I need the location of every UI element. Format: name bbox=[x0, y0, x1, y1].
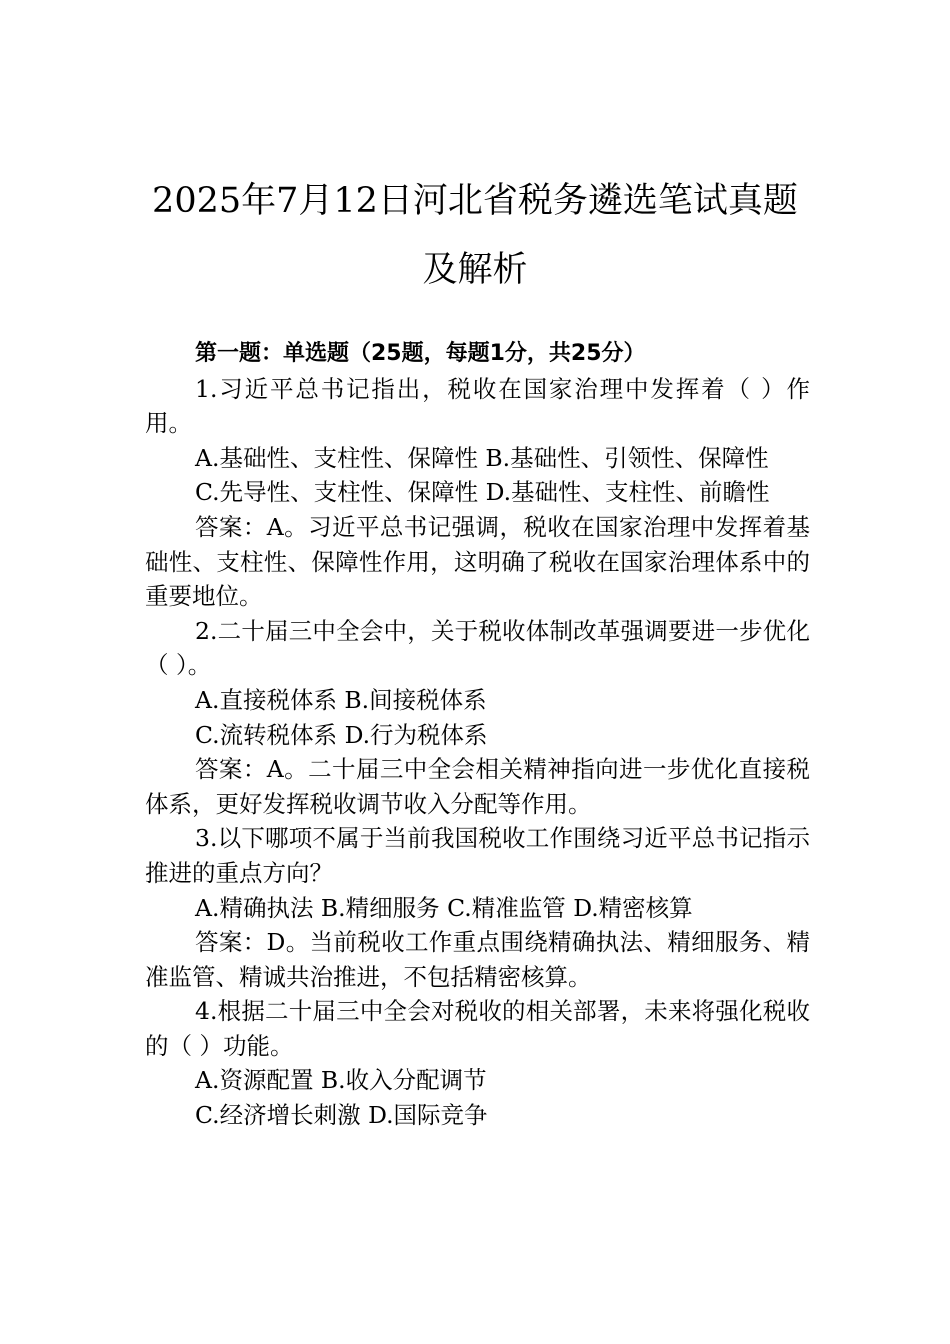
question-4-stem: 4.根据二十届三中全会对税收的相关部署，未来将强化税收的（ ）功能。 bbox=[145, 997, 810, 1060]
question-2-options-cd: C.流转税体系 D.行为税体系 bbox=[195, 720, 488, 749]
question-3-stem: 3.以下哪项不属于当前我国税收工作围绕习近平总书记指示推进的重点方向？ bbox=[145, 824, 810, 887]
document-title-line-2: 及解析 bbox=[422, 250, 528, 290]
document-body bbox=[145, 337, 810, 1133]
question-2-stem: 2.二十届三中全会中，关于税收体制改革强调要进一步优化（ ）。 bbox=[145, 616, 810, 680]
question-2-options-ab: A.直接税体系 B.间接税体系 bbox=[195, 685, 487, 714]
question-1-answer: 答案：A。习近平总书记强调，税收在国家治理中发挥着基础性、支柱性、保障性作用，这明确了税收在国家治理体系中的重要地位。 bbox=[145, 512, 810, 611]
question-4-options-ab: A.资源配置 B.收入分配调节 bbox=[195, 1066, 487, 1095]
question-3-options: A.精确执法 B.精细服务 C.精准监管 D.精密核算 bbox=[195, 893, 693, 922]
question-3-answer: 答案：D。当前税收工作重点围绕精确执法、精细服务、精准监管、精诚共治推进，不包括精密核算。 bbox=[145, 928, 810, 991]
question-1-stem: 1.习近平总书记指出，税收在国家治理中发挥着（ ）作用。 bbox=[145, 374, 810, 438]
question-2-answer: 答案：A。二十届三中全会相关精神指向进一步优化直接税体系，更好发挥税收调节收入分配等作用。 bbox=[145, 755, 810, 818]
section-heading: 第一题：单选题（25题，每题1分，共25分） bbox=[195, 341, 646, 366]
question-1-options-ab: A.基础性、支柱性、保障性 B.基础性、引领性、保障性 bbox=[195, 443, 769, 472]
document-title-line-1: 2025年7月12日河北省税务遴选笔试真题 bbox=[152, 181, 798, 221]
question-1-options-cd: C.先导性、支柱性、保障性 D.基础性、支柱性、前瞻性 bbox=[195, 478, 770, 507]
question-4-options-cd: C.经济增长刺激 D.国际竞争 bbox=[195, 1101, 488, 1130]
